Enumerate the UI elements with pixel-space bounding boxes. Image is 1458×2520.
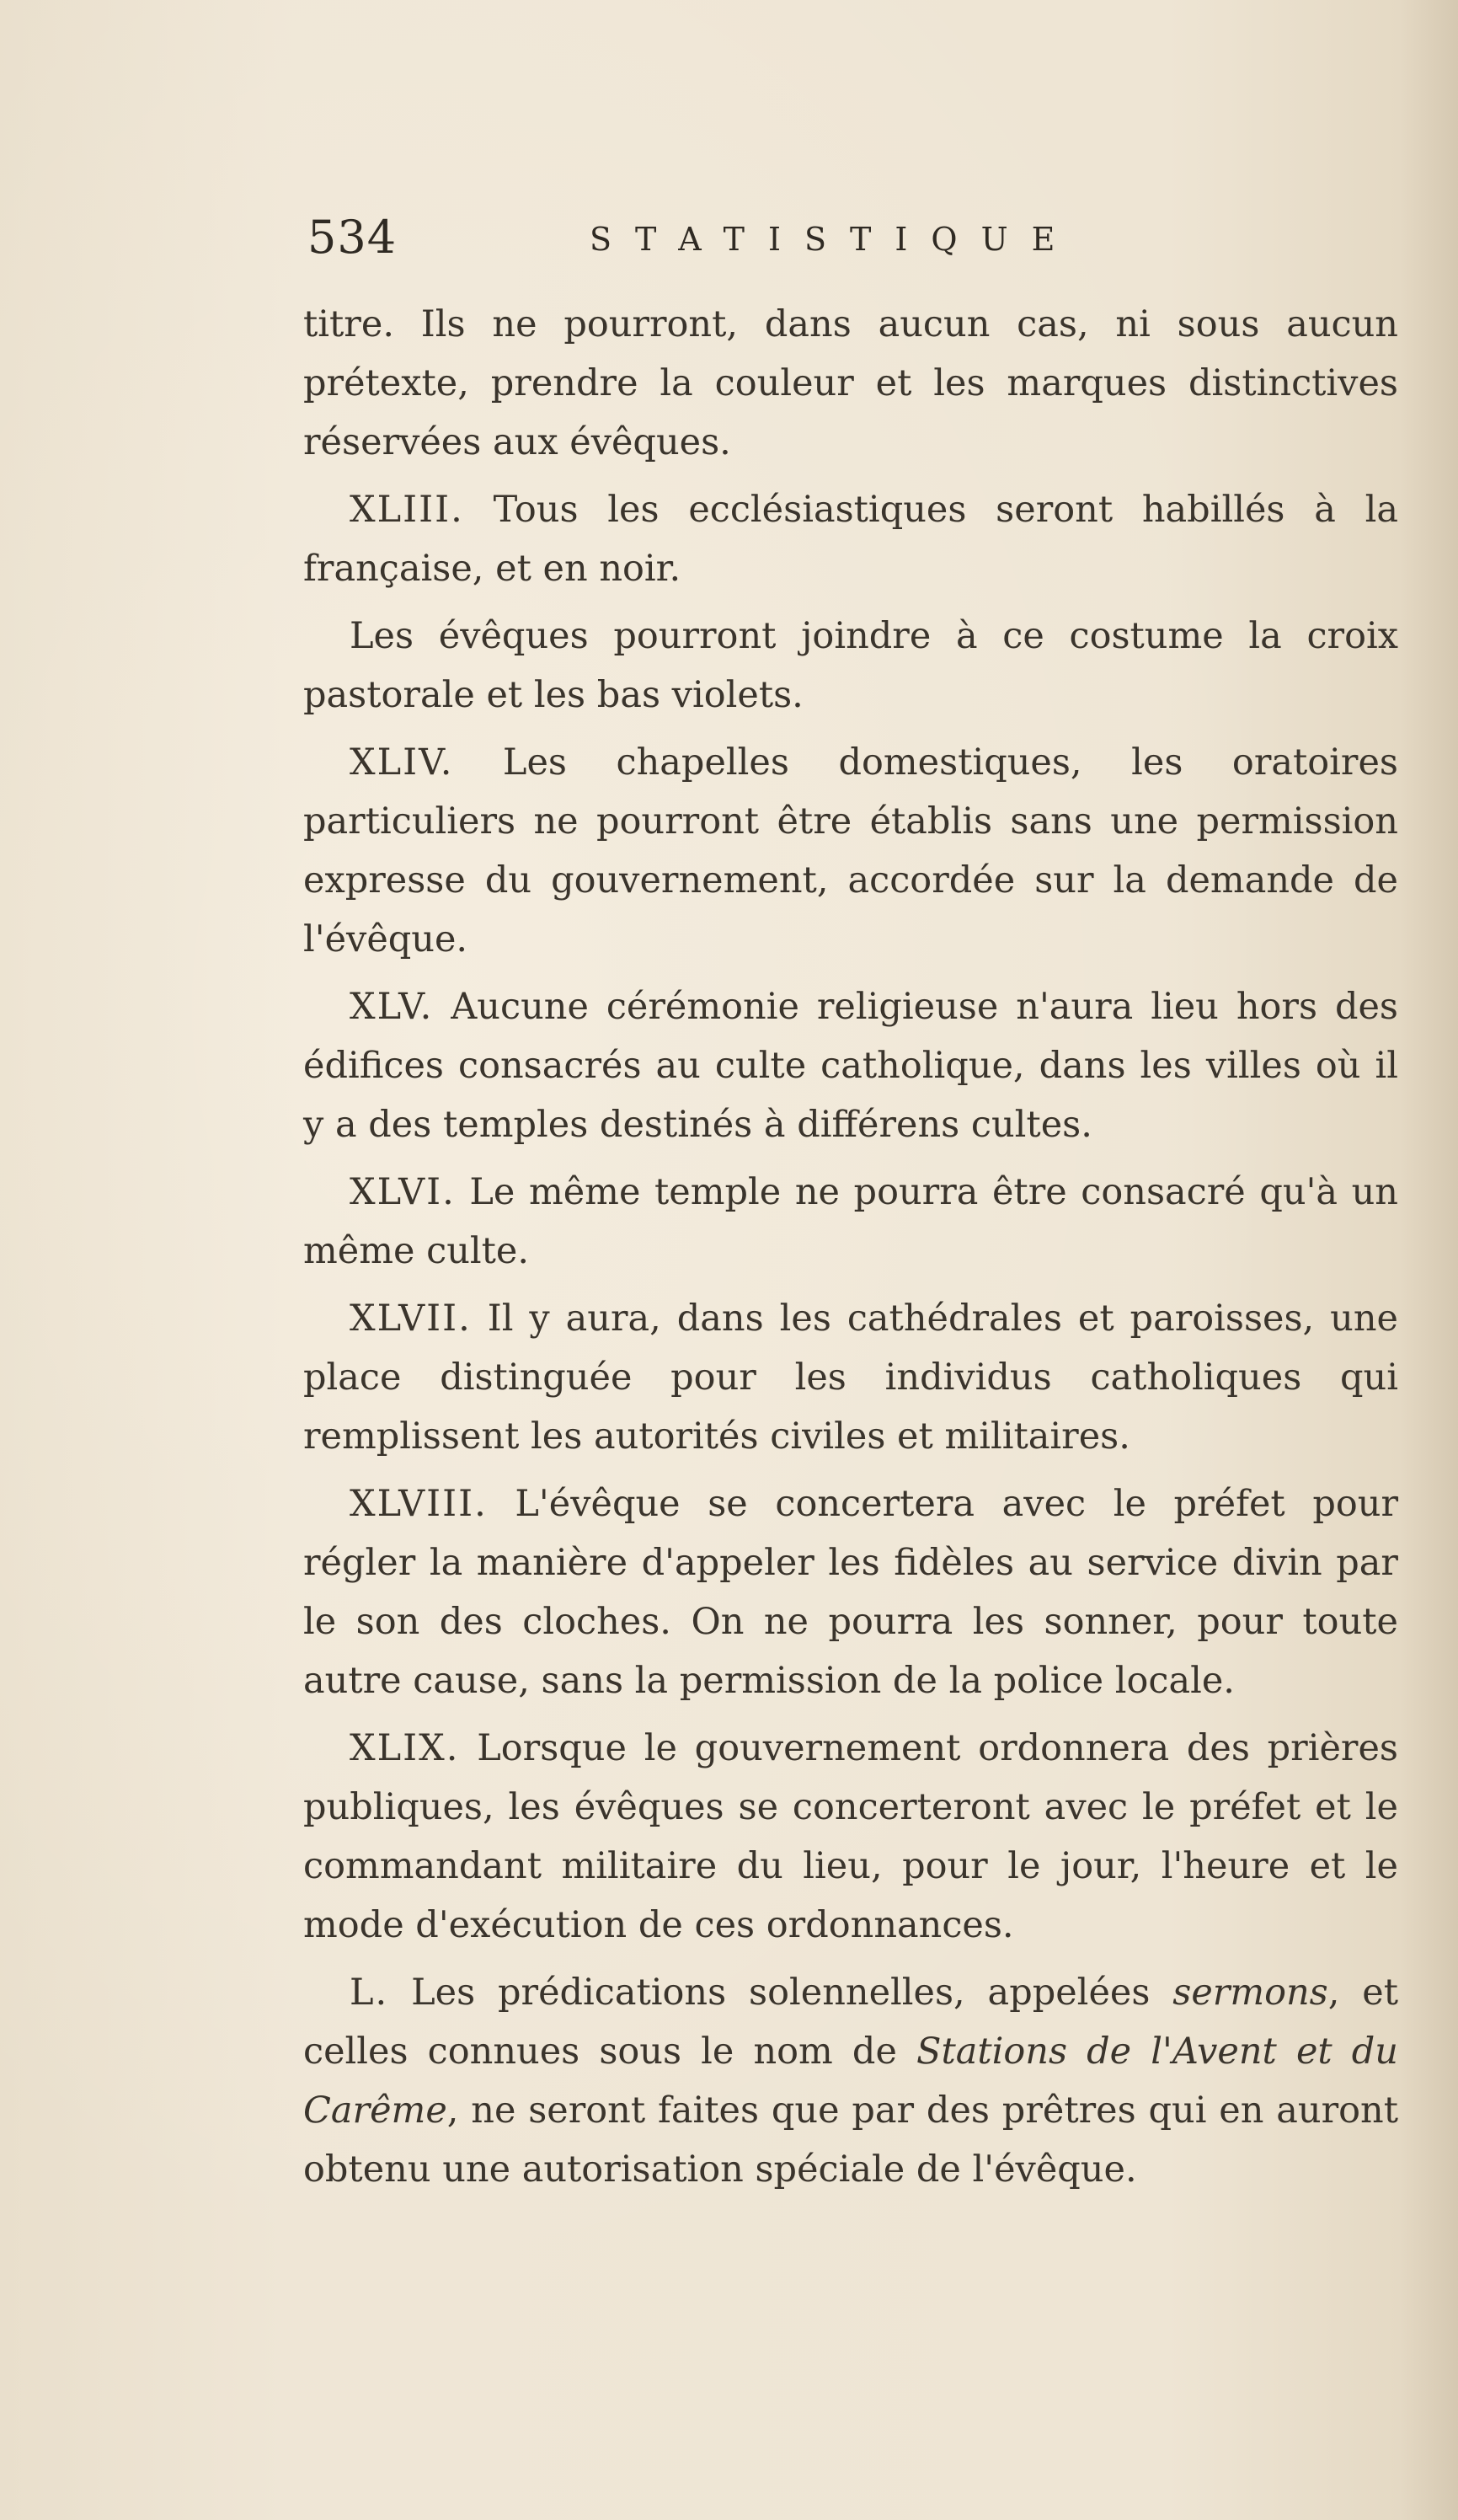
- article-number: XLIII.: [350, 489, 464, 531]
- paragraph-text: , ne seront faites que par des prêtres qui en auront obtenu une autorisation spéciale de l'évêque.: [303, 2089, 1398, 2191]
- paragraph-text: , et celles connues sous le nom de: [303, 1972, 1398, 2073]
- italic-term: sermons: [1172, 1972, 1328, 2014]
- page-number: 534: [307, 211, 398, 264]
- article-number: XLIV.: [350, 741, 454, 784]
- body-text: [303, 295, 1398, 2199]
- article-43-continued: [303, 607, 1398, 725]
- article-47: [303, 1289, 1398, 1466]
- paragraph-text: titre. Ils ne pourront, dans aucun cas, ni sous aucun prétexte, prendre la couleur et les marques distinctives réservées aux évêques.: [303, 303, 1398, 463]
- article-43: [303, 480, 1398, 598]
- paragraph-text: Le même temple ne pourra être consacré qu'à un même culte.: [303, 1171, 1398, 1272]
- paragraph-text: Tous les ecclésiastiques seront habillés à la française, et en noir.: [303, 489, 1399, 590]
- paragraph-continuation: [303, 295, 1398, 472]
- article-48: [303, 1474, 1398, 1710]
- article-number: XLVI.: [350, 1171, 456, 1213]
- running-head: STATISTIQUE: [590, 221, 1079, 258]
- paragraph-text: L'évêque se concertera avec le préfet pour régler la manière d'appeler les fidèles au service divin par le son des cloches. On ne pourra les sonner, pour toute autre cause, sans la permission de la police locale.: [303, 1483, 1398, 1702]
- article-45: [303, 977, 1398, 1154]
- article-number: L.: [350, 1972, 389, 2014]
- article-number: XLIX.: [350, 1727, 460, 1769]
- article-49: [303, 1719, 1398, 1955]
- article-46: [303, 1163, 1398, 1281]
- article-number: XLVIII.: [350, 1483, 488, 1525]
- paragraph-text: Les évêques pourront joindre à ce costume la croix pastorale et les bas violets.: [303, 615, 1398, 716]
- article-50: [303, 1963, 1398, 2199]
- article-44: [303, 733, 1398, 969]
- page-header: [307, 211, 1402, 270]
- paragraph-text: Les prédications solennelles, appelées: [411, 1972, 1173, 2014]
- paragraph-text: Les chapelles domestiques, les oratoires particuliers ne pourront être établis sans une permission expresse du gouvernement, accordée sur la demande de l'évêque.: [303, 741, 1399, 960]
- paragraph-text: Lorsque le gouvernement ordonnera des prières publiques, les évêques se concerteront avec le préfet et le commandant militaire du lieu, pour le jour, l'heure et le mode d'exécution de ces ordonnances.: [303, 1727, 1399, 1946]
- article-number: XLV.: [350, 986, 434, 1028]
- page-edge-shadow: [1399, 0, 1458, 2520]
- article-number: XLVII.: [350, 1297, 472, 1340]
- paragraph-text: Aucune cérémonie religieuse n'aura lieu hors des édifices consacrés au culte catholique, dans les villes où il y a des temples destinés à différens cultes.: [303, 986, 1398, 1146]
- paragraph-text: Il y aura, dans les cathédrales et paroisses, une place distinguée pour les individus catholiques qui remplissent les autorités civiles et militaires.: [303, 1297, 1399, 1458]
- italic-term: Stations de l'Avent et du Carême: [303, 2030, 1398, 2132]
